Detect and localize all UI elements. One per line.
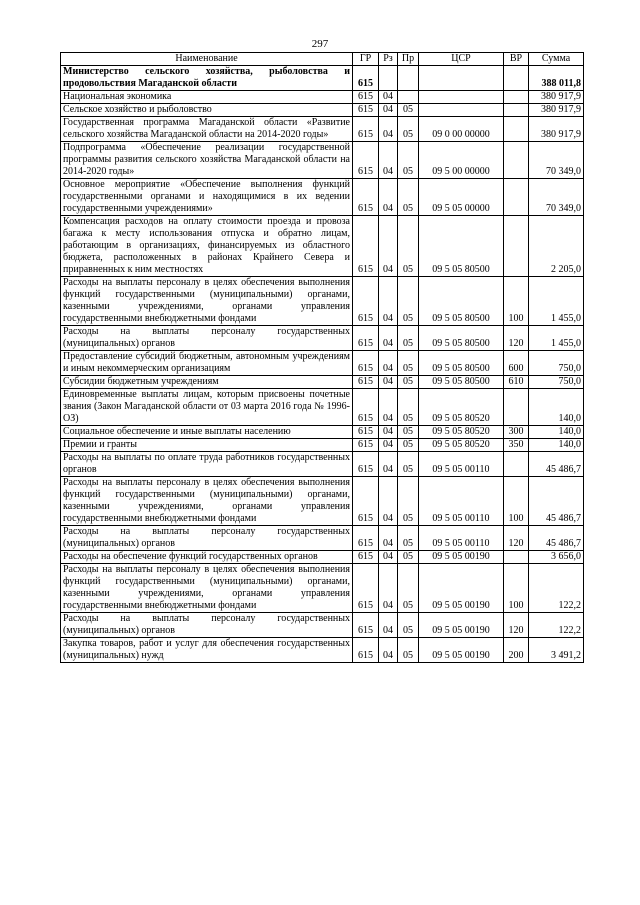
cell-name: Подпрограмма «Обеспечение реализации государственной программы развития сельского хозяйства Магаданской области на 2014-2020 годы» [61, 142, 353, 179]
cell-rz: 04 [379, 526, 398, 551]
cell-pr: 05 [398, 564, 419, 613]
table-row [61, 389, 584, 426]
cell-rz [379, 66, 398, 91]
cell-gr: 615 [353, 104, 379, 117]
header-pr: Пр [398, 53, 419, 66]
cell-gr: 615 [353, 142, 379, 179]
cell-name: Премии и гранты [61, 439, 353, 452]
cell-vr: 300 [504, 426, 529, 439]
cell-rz: 04 [379, 389, 398, 426]
cell-pr [398, 91, 419, 104]
cell-name: Расходы на выплаты по оплате труда работников государственных органов [61, 452, 353, 477]
header-gr: ГР [353, 53, 379, 66]
cell-sum: 380 917,9 [529, 91, 584, 104]
cell-rz: 04 [379, 179, 398, 216]
cell-name: Расходы на обеспечение функций государственных органов [61, 551, 353, 564]
cell-name: Расходы на выплаты персоналу государственных (муниципальных) органов [61, 613, 353, 638]
header-csr: ЦСР [419, 53, 504, 66]
cell-gr: 615 [353, 179, 379, 216]
cell-rz: 04 [379, 376, 398, 389]
cell-csr [419, 91, 504, 104]
cell-rz: 04 [379, 104, 398, 117]
header-rz: Рз [379, 53, 398, 66]
table-row [61, 179, 584, 216]
cell-pr: 05 [398, 613, 419, 638]
cell-sum: 140,0 [529, 389, 584, 426]
cell-rz: 04 [379, 613, 398, 638]
header-vr: ВР [504, 53, 529, 66]
cell-csr [419, 104, 504, 117]
cell-gr: 615 [353, 452, 379, 477]
cell-csr: 09 5 05 80500 [419, 277, 504, 326]
cell-rz: 04 [379, 551, 398, 564]
table-row [61, 216, 584, 277]
cell-sum: 750,0 [529, 376, 584, 389]
cell-sum: 70 349,0 [529, 179, 584, 216]
cell-name: Единовременные выплаты лицам, которым присвоены почетные звания (Закон Магаданской области от 03 марта 2016 года № 1996-ОЗ) [61, 389, 353, 426]
cell-name: Компенсация расходов на оплату стоимости проезда и провоза багажа к месту использования отпуска и обратно лицам, работающим в организациях, финансируемых из областного бюджета, расположенных в районах Крайнего Севера и приравненных к ним местностях [61, 216, 353, 277]
cell-rz: 04 [379, 477, 398, 526]
cell-vr [504, 66, 529, 91]
budget-table [60, 52, 584, 663]
cell-vr [504, 389, 529, 426]
cell-pr [398, 66, 419, 91]
cell-gr: 615 [353, 277, 379, 326]
table-row [61, 277, 584, 326]
table-header-row [61, 53, 584, 66]
cell-csr: 09 5 05 80500 [419, 376, 504, 389]
cell-pr: 05 [398, 179, 419, 216]
table-row [61, 376, 584, 389]
cell-sum: 1 455,0 [529, 277, 584, 326]
cell-vr: 100 [504, 564, 529, 613]
cell-sum: 45 486,7 [529, 526, 584, 551]
cell-csr: 09 5 05 80520 [419, 439, 504, 452]
cell-csr: 09 5 05 80520 [419, 389, 504, 426]
cell-rz: 04 [379, 351, 398, 376]
cell-name: Сельское хозяйство и рыболовство [61, 104, 353, 117]
cell-gr: 615 [353, 389, 379, 426]
cell-pr: 05 [398, 477, 419, 526]
cell-name: Социальное обеспечение и иные выплаты населению [61, 426, 353, 439]
cell-csr: 09 5 05 00000 [419, 179, 504, 216]
cell-pr: 05 [398, 551, 419, 564]
cell-gr: 615 [353, 117, 379, 142]
cell-gr: 615 [353, 216, 379, 277]
cell-pr: 05 [398, 452, 419, 477]
cell-csr: 09 5 05 00110 [419, 452, 504, 477]
cell-sum: 1 455,0 [529, 326, 584, 351]
cell-rz: 04 [379, 426, 398, 439]
cell-rz: 04 [379, 326, 398, 351]
cell-gr: 615 [353, 326, 379, 351]
cell-name: Предоставление субсидий бюджетным, автономным учреждениям и иным некоммерческим организациям [61, 351, 353, 376]
cell-rz: 04 [379, 91, 398, 104]
cell-csr: 09 5 00 00000 [419, 142, 504, 179]
cell-pr: 05 [398, 526, 419, 551]
cell-rz: 04 [379, 142, 398, 179]
cell-rz: 04 [379, 452, 398, 477]
cell-gr: 615 [353, 351, 379, 376]
cell-name: Расходы на выплаты персоналу государственных (муниципальных) органов [61, 326, 353, 351]
cell-pr: 05 [398, 142, 419, 179]
cell-sum: 3 491,2 [529, 638, 584, 663]
cell-name: Государственная программа Магаданской области «Развитие сельского хозяйства Магаданской области на 2014-2020 годы» [61, 117, 353, 142]
cell-sum: 388 011,8 [529, 66, 584, 91]
cell-pr: 05 [398, 638, 419, 663]
table-row [61, 351, 584, 376]
cell-sum: 140,0 [529, 426, 584, 439]
cell-rz: 04 [379, 439, 398, 452]
cell-rz: 04 [379, 216, 398, 277]
cell-vr: 610 [504, 376, 529, 389]
cell-name: Основное мероприятие «Обеспечение выполнения функций государственными органами и находящимися в их ведении государственными учреждениями» [61, 179, 353, 216]
cell-vr: 120 [504, 613, 529, 638]
page-number: 297 [311, 38, 329, 50]
cell-csr: 09 5 05 80500 [419, 351, 504, 376]
table-row [61, 439, 584, 452]
cell-sum: 140,0 [529, 439, 584, 452]
cell-pr: 05 [398, 439, 419, 452]
cell-pr: 05 [398, 117, 419, 142]
cell-csr: 09 5 05 80500 [419, 326, 504, 351]
cell-name: Расходы на выплаты персоналу в целях обеспечения выполнения функций государственными (муниципальными) органами, казенными учреждениями, органами управления государственными внебюджетными фондами [61, 564, 353, 613]
cell-vr: 350 [504, 439, 529, 452]
table-row [61, 91, 584, 104]
cell-name: Национальная экономика [61, 91, 353, 104]
cell-sum: 750,0 [529, 351, 584, 376]
cell-vr: 200 [504, 638, 529, 663]
cell-gr: 615 [353, 551, 379, 564]
table-row [61, 142, 584, 179]
cell-vr: 600 [504, 351, 529, 376]
table-row [61, 477, 584, 526]
cell-sum: 122,2 [529, 564, 584, 613]
cell-gr: 615 [353, 477, 379, 526]
cell-vr [504, 216, 529, 277]
cell-sum: 2 205,0 [529, 216, 584, 277]
table-row [61, 613, 584, 638]
cell-csr: 09 5 05 00190 [419, 638, 504, 663]
cell-sum: 380 917,9 [529, 104, 584, 117]
cell-gr: 615 [353, 613, 379, 638]
cell-gr: 615 [353, 526, 379, 551]
cell-sum: 3 656,0 [529, 551, 584, 564]
cell-vr [504, 91, 529, 104]
cell-gr: 615 [353, 376, 379, 389]
cell-pr: 05 [398, 376, 419, 389]
cell-gr: 615 [353, 564, 379, 613]
cell-pr: 05 [398, 426, 419, 439]
cell-rz: 04 [379, 277, 398, 326]
cell-csr: 09 5 05 80520 [419, 426, 504, 439]
cell-pr: 05 [398, 277, 419, 326]
cell-pr: 05 [398, 389, 419, 426]
cell-gr: 615 [353, 426, 379, 439]
cell-vr [504, 452, 529, 477]
cell-name: Министерство сельского хозяйства, рыболовства и продовольствия Магаданской области [61, 66, 353, 91]
table-body [61, 66, 584, 663]
cell-name: Расходы на выплаты персоналу в целях обеспечения выполнения функций государственными (муниципальными) органами, казенными учреждениями, органами управления государственными внебюджетными фондами [61, 477, 353, 526]
table-row [61, 526, 584, 551]
cell-vr [504, 104, 529, 117]
cell-sum: 70 349,0 [529, 142, 584, 179]
cell-vr [504, 142, 529, 179]
cell-pr: 05 [398, 351, 419, 376]
table-row [61, 326, 584, 351]
cell-name: Расходы на выплаты персоналу в целях обеспечения выполнения функций государственными (муниципальными) органами, казенными учреждениями, органами управления государственными внебюджетными фондами [61, 277, 353, 326]
cell-pr: 05 [398, 104, 419, 117]
cell-csr [419, 66, 504, 91]
cell-csr: 09 5 05 00110 [419, 477, 504, 526]
cell-sum: 380 917,9 [529, 117, 584, 142]
table-row [61, 452, 584, 477]
cell-name: Субсидии бюджетным учреждениям [61, 376, 353, 389]
table-row [61, 426, 584, 439]
cell-csr: 09 0 00 00000 [419, 117, 504, 142]
cell-gr: 615 [353, 638, 379, 663]
cell-pr: 05 [398, 216, 419, 277]
cell-csr: 09 5 05 00110 [419, 526, 504, 551]
table-row [61, 551, 584, 564]
cell-csr: 09 5 05 80500 [419, 216, 504, 277]
header-sum: Сумма [529, 53, 584, 66]
cell-sum: 45 486,7 [529, 452, 584, 477]
table-row [61, 66, 584, 91]
cell-vr [504, 179, 529, 216]
cell-rz: 04 [379, 564, 398, 613]
cell-vr: 100 [504, 477, 529, 526]
cell-vr [504, 551, 529, 564]
table-row [61, 104, 584, 117]
cell-csr: 09 5 05 00190 [419, 564, 504, 613]
cell-csr: 09 5 05 00190 [419, 613, 504, 638]
cell-gr: 615 [353, 66, 379, 91]
cell-gr: 615 [353, 91, 379, 104]
cell-rz: 04 [379, 117, 398, 142]
cell-sum: 45 486,7 [529, 477, 584, 526]
cell-pr: 05 [398, 326, 419, 351]
cell-vr [504, 117, 529, 142]
cell-vr: 100 [504, 277, 529, 326]
cell-name: Расходы на выплаты персоналу государственных (муниципальных) органов [61, 526, 353, 551]
header-name: Наименование [61, 53, 353, 66]
cell-rz: 04 [379, 638, 398, 663]
table-row [61, 638, 584, 663]
cell-name: Закупка товаров, работ и услуг для обеспечения государственных (муниципальных) нужд [61, 638, 353, 663]
cell-vr: 120 [504, 526, 529, 551]
table-row [61, 117, 584, 142]
cell-csr: 09 5 05 00190 [419, 551, 504, 564]
cell-gr: 615 [353, 439, 379, 452]
table-row [61, 564, 584, 613]
cell-sum: 122,2 [529, 613, 584, 638]
cell-vr: 120 [504, 326, 529, 351]
